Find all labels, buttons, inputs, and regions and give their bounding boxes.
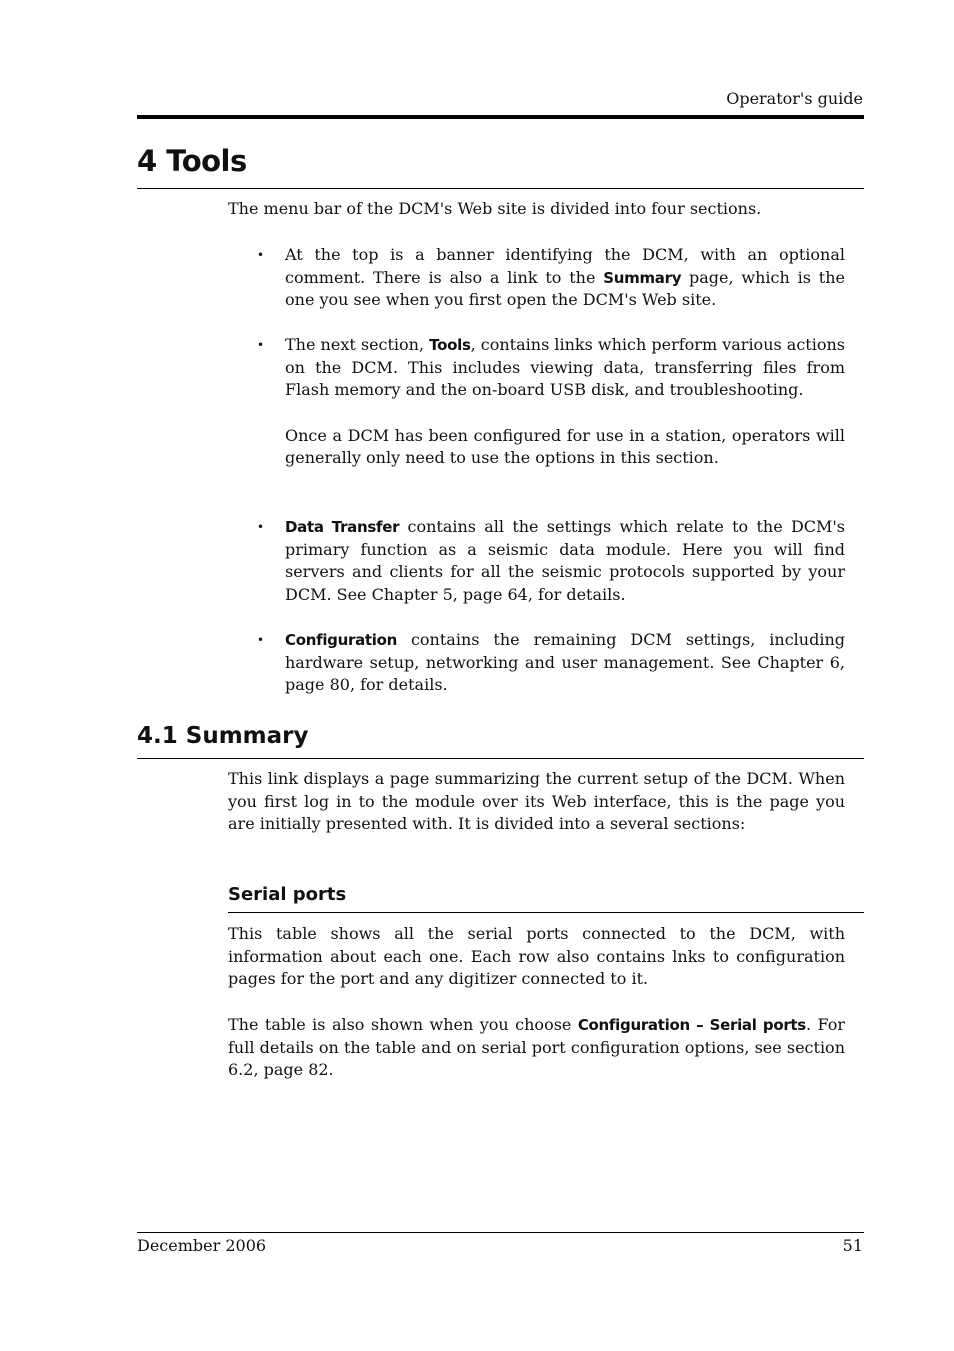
list-item-text: Data Transfer contains all the settings which relate to the DCM's primary function as a seismic data module. Here you will find servers and clients for all the seismic protocols supported by your DCM. See Chapter 5, page 64, for details. <box>285 517 846 604</box>
subsection-title: Serial ports <box>228 884 347 905</box>
list-item <box>228 244 845 312</box>
configuration-serial-ports-text: Configuration – Serial ports <box>577 1016 806 1034</box>
list-item <box>228 629 845 697</box>
summary-link-text: Summary <box>603 268 682 287</box>
summary-paragraph: This link displays a page summarizing the current setup of the DCM. When you first log in to the module over its Web interface, this is the page you are initially presented with. It is divided into a several sections: <box>228 769 845 834</box>
list-item-note: Once a DCM has been configured for use in a station, operators will generally only need to use the options in this section. <box>285 425 845 468</box>
list-item-text: The next section, Tools, contains links which perform various actions on the DCM. This includes viewing data, transferring files from Flash memory and the on-board USB disk, and troubleshooting. <box>285 335 845 400</box>
page-number: 51 <box>842 1236 863 1255</box>
serial-ports-paragraph: This table shows all the serial ports connected to the DCM, with information about each one. Each row also contains lnks to configuration pages for the port and any digitizer connected to it. <box>228 924 845 989</box>
list-item-text: Configuration contains the remaining DCM settings, including hardware setup, networking and user management. See Chapter 6, page 80, for details. <box>285 630 845 695</box>
intro-paragraph: The menu bar of the DCM's Web site is divided into four sections. <box>228 199 762 218</box>
footer-rule <box>137 1232 864 1233</box>
configuration-link-text: Configuration <box>285 631 397 649</box>
bullet-icon: • <box>257 633 265 647</box>
data-transfer-link-text: Data Transfer <box>285 518 400 536</box>
chapter-title: 4 Tools <box>137 144 247 178</box>
subsection-rule <box>228 912 864 913</box>
running-header: Operator's guide <box>726 89 863 108</box>
serial-ports-config-paragraph: The table is also shown when you choose Configuration – Serial ports. For full details on the table and on serial port configuration options, see section 6.2, page 82. <box>228 1015 845 1080</box>
section-title: 4.1 Summary <box>137 723 309 749</box>
list-item <box>228 516 845 606</box>
bullet-icon: • <box>257 338 265 352</box>
header-rule <box>137 115 864 119</box>
list-item-text: At the top is a banner identifying the DCM, with an optional comment. There is also a link to the Summary page, which is the one you see when you first open the DCM's Web site. <box>285 245 845 310</box>
list-item <box>228 334 845 470</box>
footer-date: December 2006 <box>137 1236 267 1255</box>
tools-link-text: Tools <box>429 336 471 354</box>
chapter-rule <box>137 188 864 189</box>
section-rule <box>137 758 864 759</box>
bullet-icon: • <box>257 520 265 534</box>
bullet-icon: • <box>257 248 265 262</box>
